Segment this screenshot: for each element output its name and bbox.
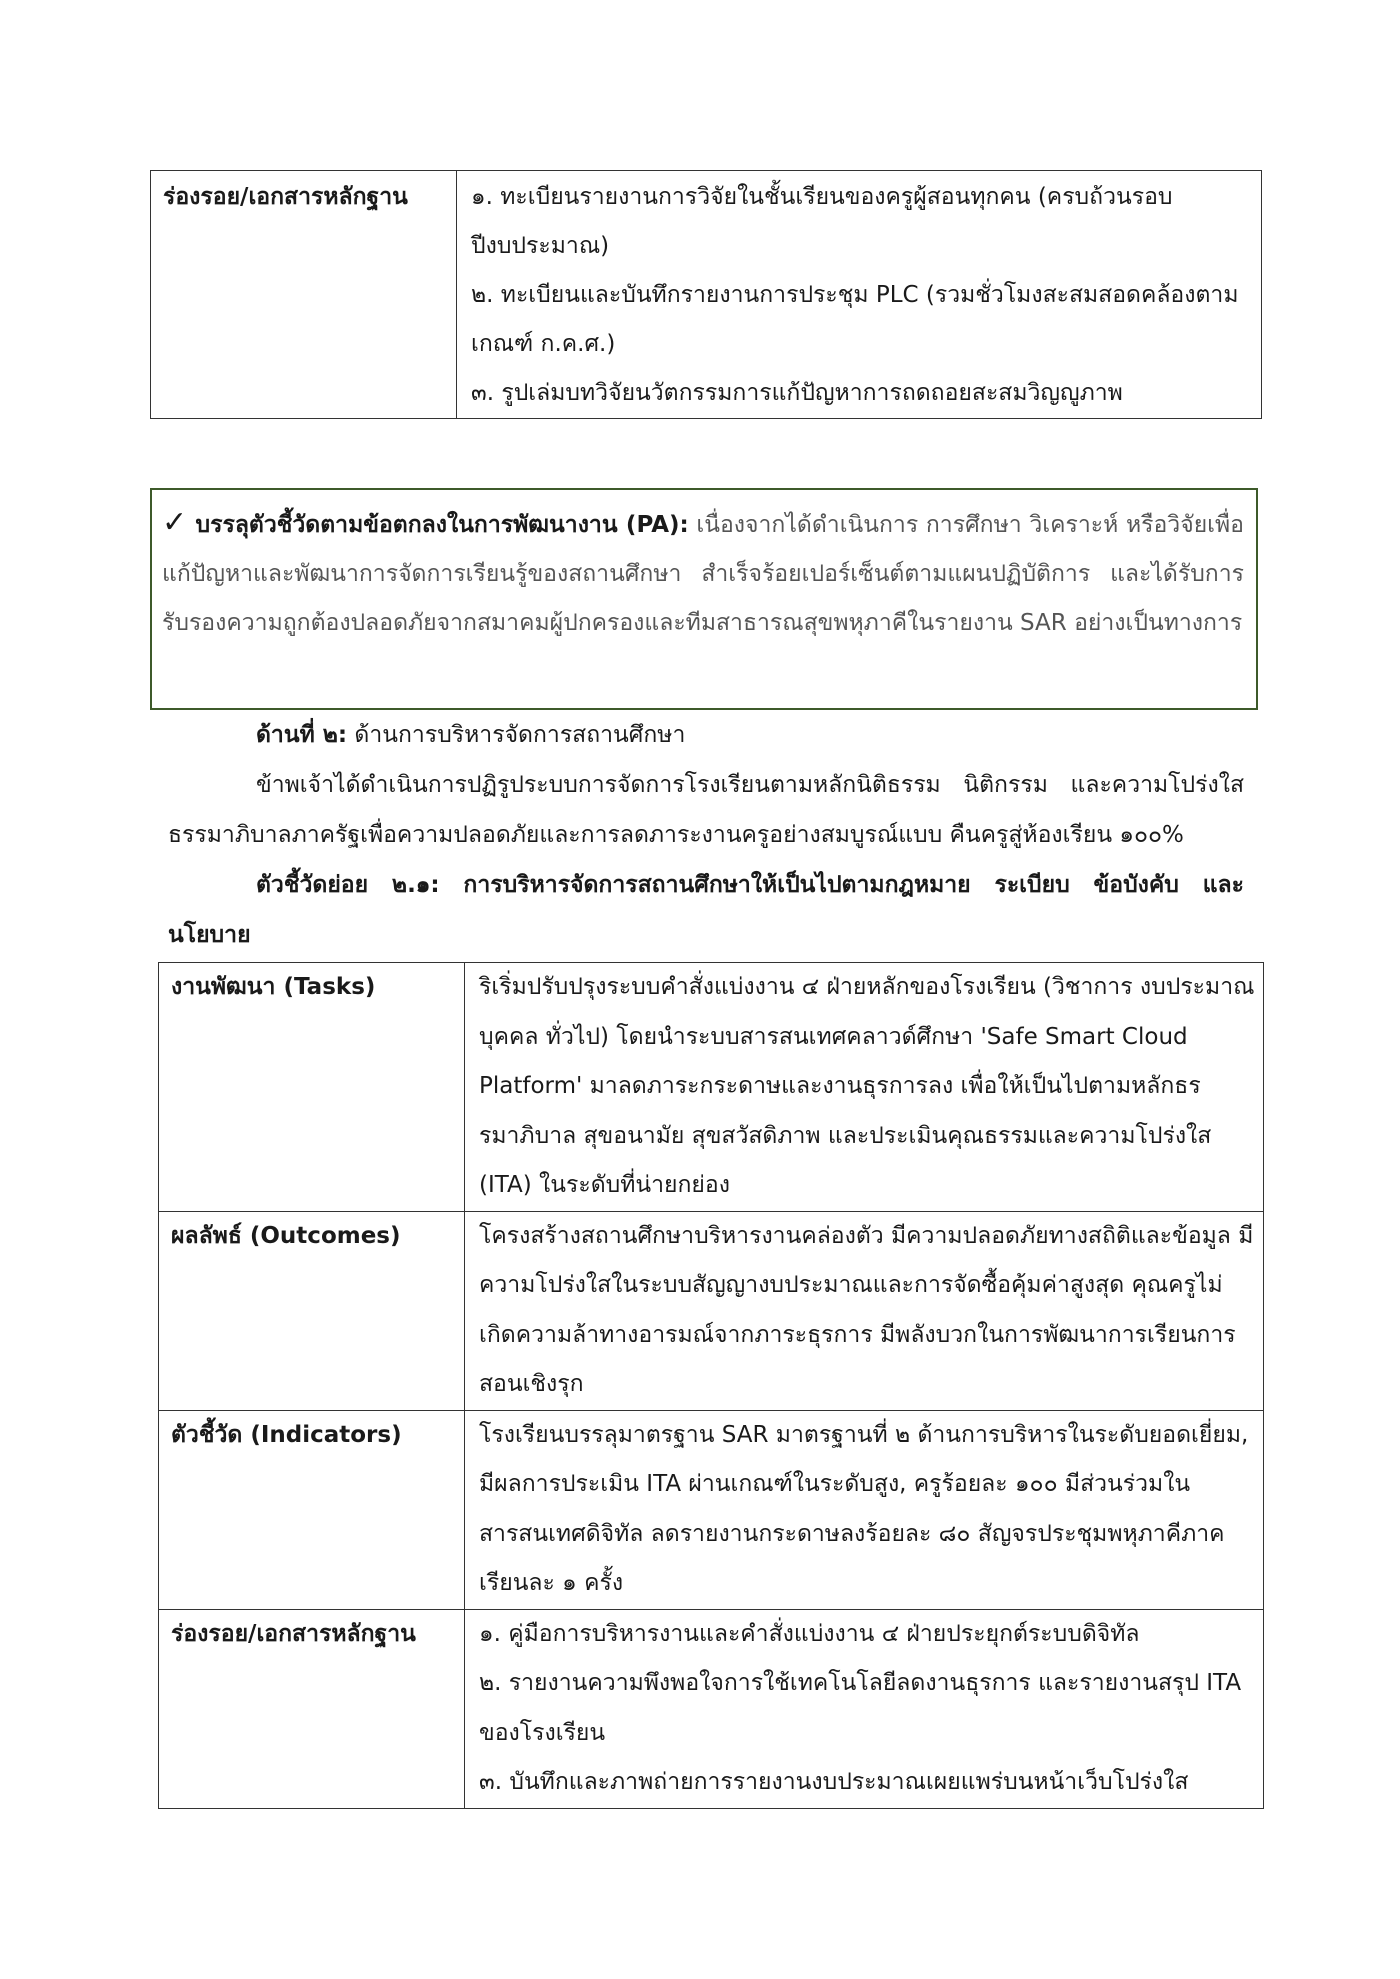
pa-box-text: เนื่องจากได้ดำเนินการ การศึกษา วิเคราะห์ หรือวิจัยเพื่อแก้ปัญหาและพัฒนาการจัดการเรียนรู้ของสถานศึกษา สำเร็จร้อยเปอร์เซ็นต์ตามแผนปฏิบัติการ และได้รับการรับรองความถูกต้องปลอดภัยจากสมาคมผู้ปกครองและทีมสาธารณสุขพหุภาคีในรายงาน SAR อย่างเป็นทางการ	[162, 512, 1245, 636]
list-item: ๑. ทะเบียนรายงานการวิจัยในชั้นเรียนของครูผู้สอนทุกคน (ครบถ้วนรอบปีงบประมาณ)	[471, 184, 1173, 259]
list-item: ๓. บันทึกและภาพถ่ายการรายงานงบประมาณเผยแพร่บนหน้าเว็บโปร่งใส	[479, 1769, 1189, 1795]
row-header: งานพัฒนา (Tasks)	[159, 963, 465, 1212]
indicator-table-2-1	[158, 962, 1264, 1809]
list-item: ๑. คู่มือการบริหารงานและคำสั่งแบ่งงาน ๔ ฝ่ายประยุกต์ระบบดิจิทัล	[479, 1620, 1140, 1647]
row-header: ตัวชี้วัด (Indicators)	[159, 1410, 465, 1609]
table-row	[159, 1211, 1264, 1410]
section-paragraph: ข้าพเจ้าได้ดำเนินการปฏิรูประบบการจัดการโรงเรียนตามหลักนิติธรรม นิติกรรม และความโปร่งใส ธรรมาภิบาลภาครัฐเพื่อความปลอดภัยและการลดภาระงานครูอย่างสมบูรณ์แบบ คืนครูสู่ห้องเรียน ๑๐๐%	[168, 772, 1244, 848]
row-content	[465, 1609, 1264, 1808]
row-content: โครงสร้างสถานศึกษาบริหารงานคล่องตัว มีความปลอดภัยทางสถิติและข้อมูล มีความโปร่งใสในระบบสัญญางบประมาณและการจัดซื้อคุ้มค่าสูงสุด คุณครูไม่เกิดความล้าทางอารมณ์จากภาระธุรการ มีพลังบวกในการพัฒนาการเรียนการสอนเชิงรุก	[465, 1211, 1264, 1410]
section-label: ด้านที่ ๒:	[256, 722, 348, 748]
section-title: ด้านการบริหารจัดการสถานศึกษา	[354, 722, 686, 748]
row-header: ร่องรอย/เอกสารหลักฐาน	[159, 1609, 465, 1808]
list-item: ๒. ทะเบียนและบันทึกรายงานการประชุม PLC (รวมชั่วโมงสะสมสอดคล้องตามเกณฑ์ ก.ค.ศ.)	[471, 282, 1239, 357]
evidence-table-1	[150, 170, 1262, 419]
table-row	[159, 1410, 1264, 1609]
list-item: ๓. รูปเล่มบทวิจัยนวัตกรรมการแก้ปัญหาการถดถอยสะสมวิญญูภาพ	[471, 380, 1123, 406]
section-heading	[168, 710, 1332, 760]
table-row	[151, 171, 1262, 419]
list-item: ๒. รายงานความพึงพอใจการใช้เทคโนโลยีลดงานธุรการ และรายงานสรุป ITA ของโรงเรียน	[479, 1670, 1242, 1746]
table-row	[159, 963, 1264, 1212]
pa-box-lead: บรรลุตัวชี้วัดตามข้อตกลงในการพัฒนางาน (PA):	[195, 512, 689, 538]
table-row	[159, 1609, 1264, 1808]
row-content: ริเริ่มปรับปรุงระบบคำสั่งแบ่งงาน ๔ ฝ่ายหลักของโรงเรียน (วิชาการ งบประมาณ บุคคล ทั่วไป) โดยนำระบบสารสนเทศคลาวด์ศึกษา 'Safe Smart Cloud Platform' มาลดภาระกระดาษและงานธุรการลง เพื่อให้เป็นไปตามหลักธรรมาภิบาล สุขอนามัย สุขสวัสดิภาพ และประเมินคุณธรรมและความโปร่งใส (ITA) ในระดับที่น่ายกย่อง	[465, 963, 1264, 1212]
row-header: ผลลัพธ์ (Outcomes)	[159, 1211, 465, 1410]
row-content: โรงเรียนบรรลุมาตรฐาน SAR มาตรฐานที่ ๒ ด้านการบริหารในระดับยอดเยี่ยม, มีผลการประเมิน ITA ผ่านเกณฑ์ในระดับสูง, ครูร้อยละ ๑๐๐ มีส่วนร่วมในสารสนเทศดิจิทัล ลดรายงานกระดาษลงร้อยละ ๘๐ สัญจรประชุมพหุภาคีภาคเรียนละ ๑ ครั้ง	[465, 1410, 1264, 1609]
pa-achievement-box	[150, 488, 1258, 710]
row-header: ร่องรอย/เอกสารหลักฐาน	[151, 171, 457, 419]
checkmark-icon: ✓	[162, 505, 188, 540]
sub-indicator-heading: ตัวชี้วัดย่อย ๒.๑: การบริหารจัดการสถานศึกษาให้เป็นไปตามกฎหมาย ระเบียบ ข้อบังคับ และนโยบาย	[168, 872, 1244, 948]
row-content	[457, 171, 1262, 419]
